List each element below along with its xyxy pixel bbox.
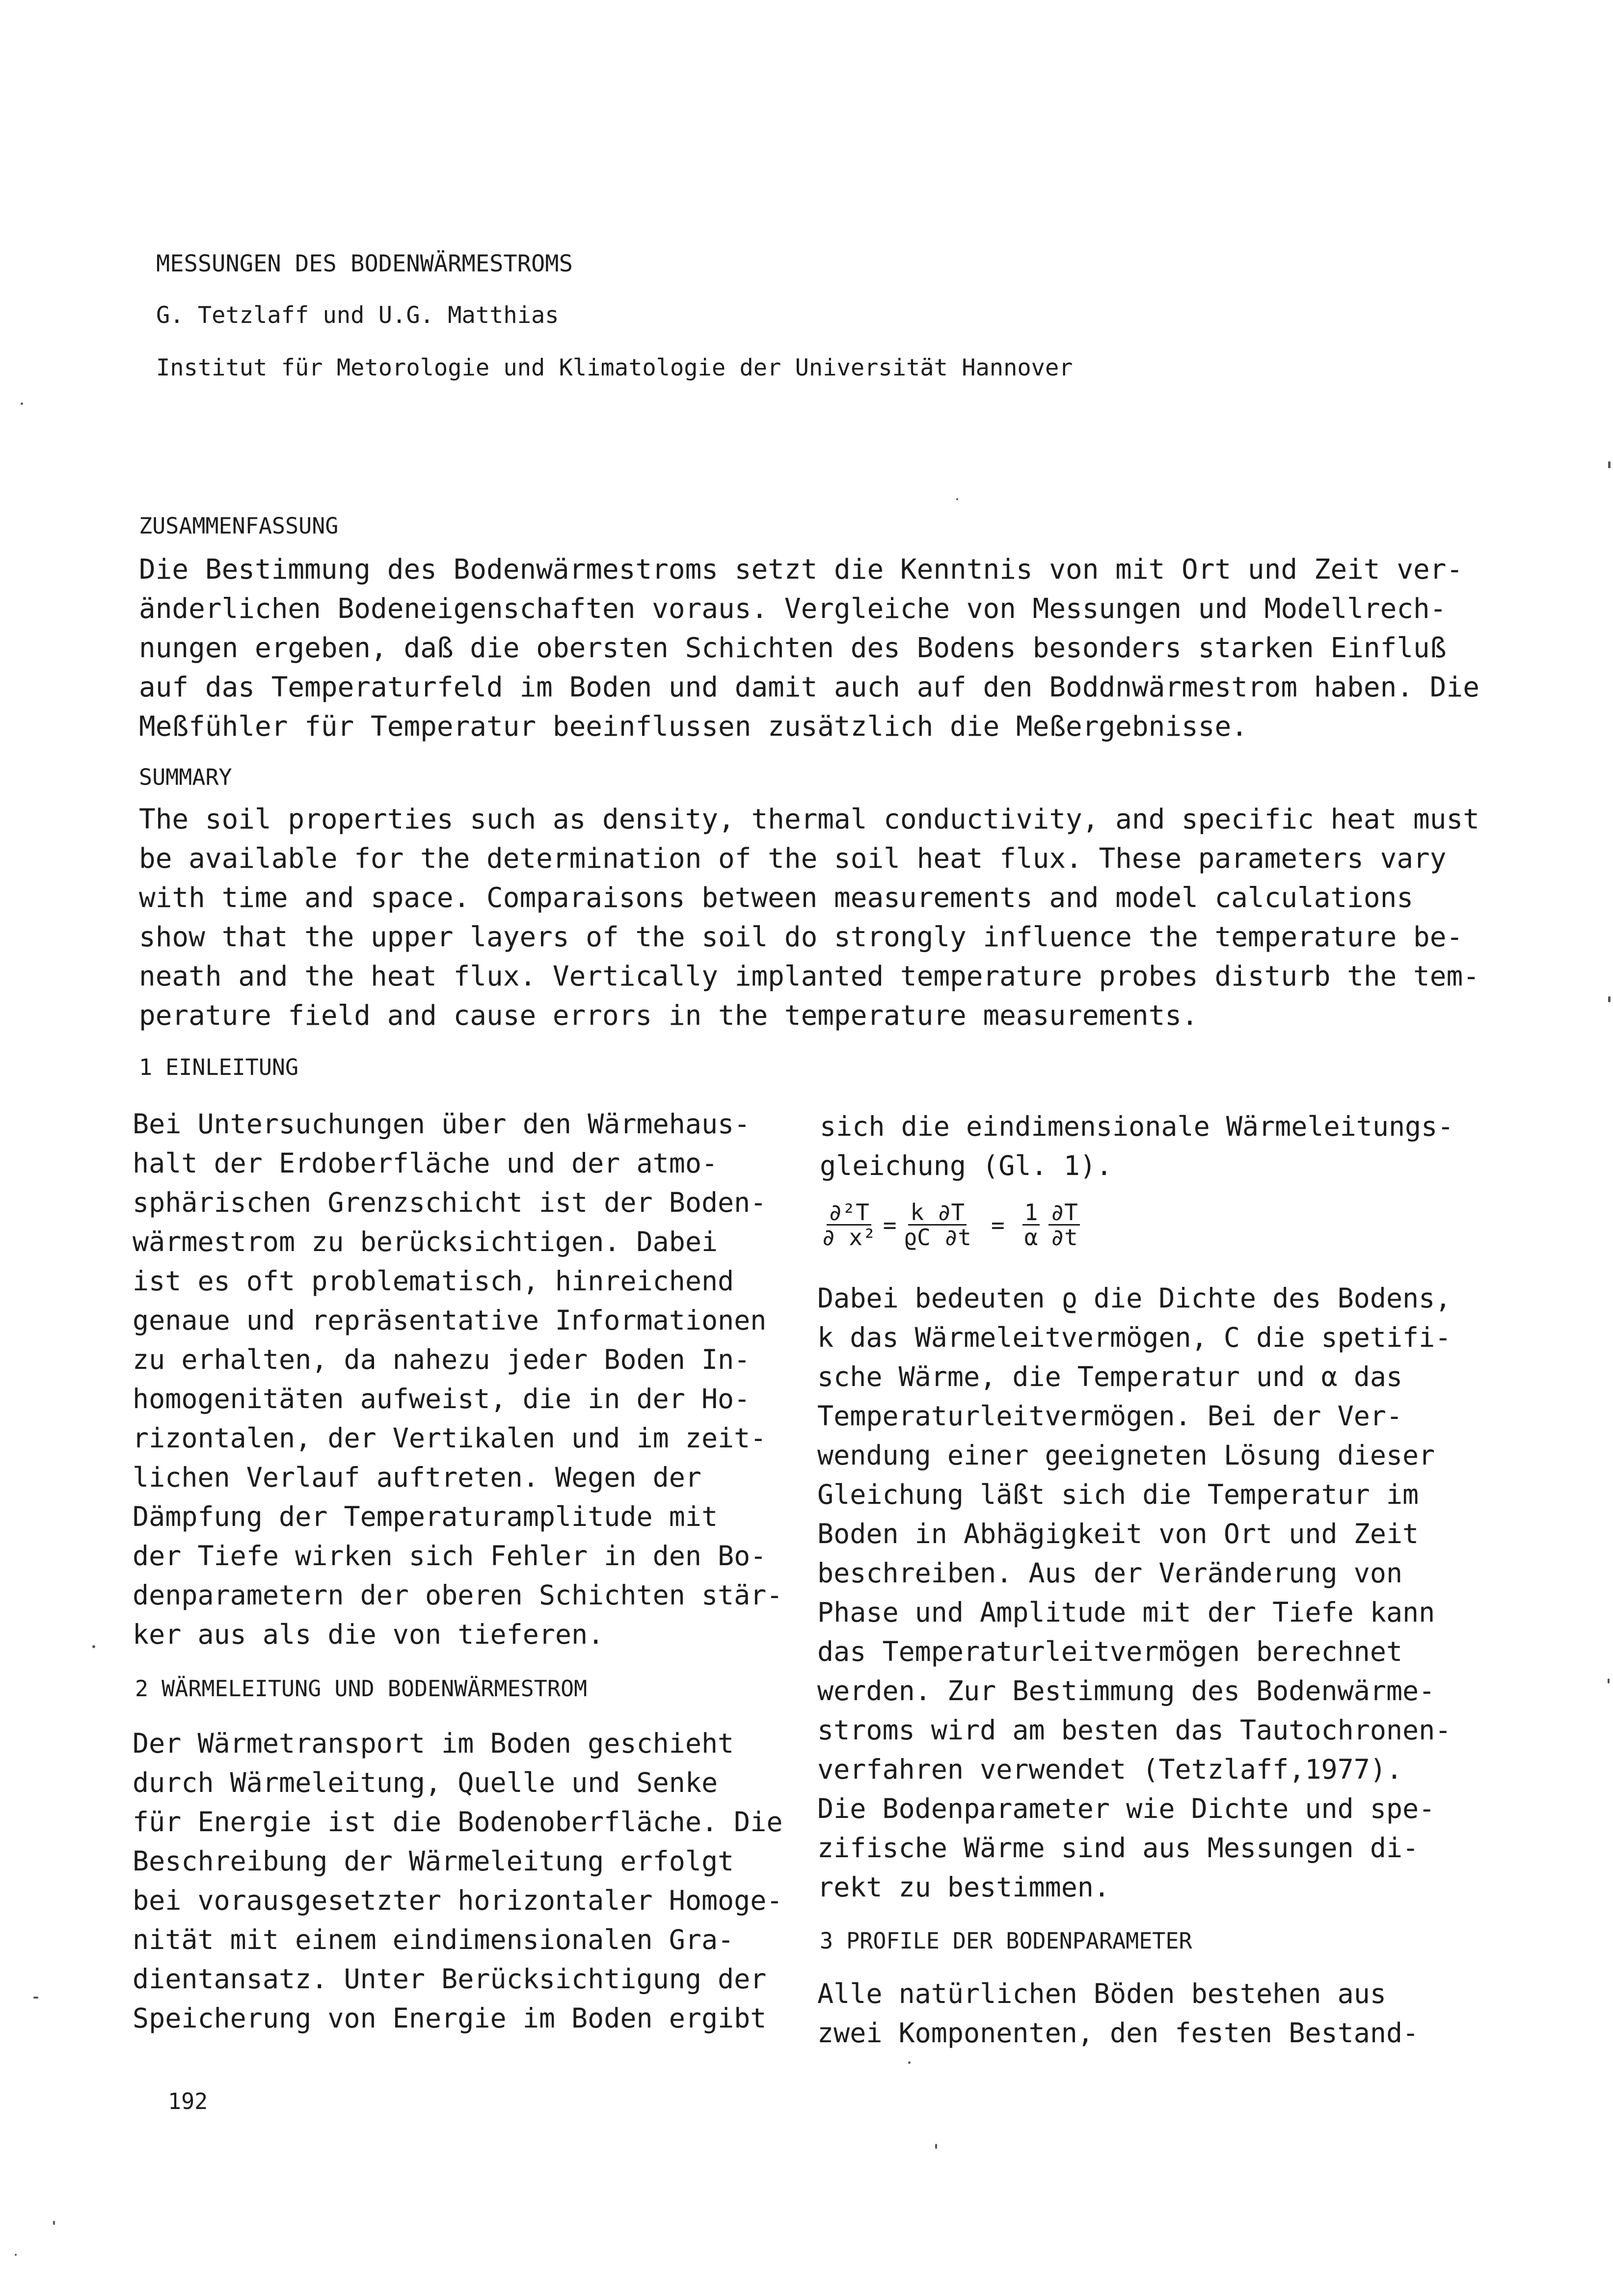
scan-speck <box>1608 461 1611 468</box>
equation-fraction: $\frac{\text{∂²T}}{\text{∂ x²}}$ <box>822 1199 876 1251</box>
section-1-line: lichen Verlauf auftreten. Wegen der <box>133 1462 701 1493</box>
section-1-line: ker aus als die von tieferen. <box>133 1619 604 1650</box>
right-body-line: Temperaturleitvermögen. Bei der Ver- <box>817 1400 1403 1432</box>
section-2-line: Der Wärmetransport im Boden geschieht <box>133 1728 734 1759</box>
section-3-line: Alle natürlichen Böden bestehen aus <box>817 1978 1386 2009</box>
summary-line: neath and the heat flux. Vertically implanted temperature probes disturb the tem- <box>139 961 1479 992</box>
section-1-line: denparametern der oberen Schichten stär- <box>133 1579 783 1611</box>
right-body-line: verfahren verwendet (Tetzlaff,1977). <box>817 1754 1403 1785</box>
scan-speck <box>935 2144 937 2149</box>
section-3-line: zwei Komponenten, den festen Bestand- <box>817 2017 1419 2049</box>
section-1-line: genaue und repräsentative Informationen <box>133 1305 767 1336</box>
scan-speck <box>1608 996 1611 1002</box>
right-body-line: sche Wärme, die Temperatur und α das <box>817 1361 1403 1392</box>
section-1-line: Bei Untersuchungen über den Wärmehaus- <box>133 1108 751 1140</box>
summary-heading: SUMMARY <box>139 764 232 790</box>
section-1-line: der Tiefe wirken sich Fehler in den Bo- <box>133 1540 767 1572</box>
page-number: 192 <box>168 2088 208 2114</box>
paper-title: MESSUNGEN DES BODENWÄRMESTROMS <box>156 250 573 277</box>
section-1-line: zu erhalten, da nahezu jeder Boden In- <box>133 1344 751 1375</box>
summary-line: The soil properties such as density, thermal conductivity, and specific heat must <box>139 803 1479 835</box>
right-body-line: das Temperaturleitvermögen berechnet <box>817 1636 1403 1667</box>
section-1-line: sphärischen Grenzschicht ist der Boden- <box>133 1187 767 1218</box>
summary-line: perature field and cause errors in the temperature measurements. <box>139 1000 1198 1032</box>
right-body-line: Die Bodenparameter wie Dichte und spe- <box>817 1793 1435 1824</box>
section-1-line: halt der Erdoberfläche und der atmo- <box>133 1148 718 1179</box>
section-1-line: rizontalen, der Vertikalen und im zeit- <box>133 1422 767 1454</box>
scan-speck <box>33 1997 38 1999</box>
summary-line: be available for the determination of the soil heat flux. These parameters vary <box>139 843 1447 875</box>
section-2-line: nität mit einem eindimensionalen Gra- <box>133 1924 734 1955</box>
zusammenfassung-heading: ZUSAMMENFASSUNG <box>139 513 339 539</box>
scan-speck <box>92 1645 95 1648</box>
zusammenfassung-line: änderlichen Bodeneigenschaften voraus. Vergleiche von Messungen und Modellrech- <box>139 593 1447 625</box>
equation-fraction: $\frac{\partial T}{\partial t}$ <box>1048 1201 1079 1250</box>
right-body-line: Gleichung läßt sich die Temperatur im <box>817 1479 1419 1510</box>
summary-line: with time and space. Comparaisons between measurements and model calculations <box>139 882 1414 914</box>
section-1-line: wärmestrom zu berücksichtigen. Dabei <box>133 1226 718 1257</box>
section-3-heading: 3 PROFILE DER BODENPARAMETER <box>820 1928 1192 1954</box>
right-body-line: wendung einer geeigneten Lösung dieser <box>817 1440 1435 1471</box>
scan-speck <box>21 402 23 405</box>
equation-fraction: $\frac{1}{\alpha}$ <box>1022 1201 1040 1250</box>
zusammenfassung-line: auf das Temperaturfeld im Boden und damit auch auf den Boddnwärmestrom haben. Die <box>139 671 1479 703</box>
section-1-line: Dämpfung der Temperaturamplitude mit <box>133 1501 718 1532</box>
summary-line: show that the upper layers of the soil do strongly influence the temperature be- <box>139 921 1463 953</box>
section-2-line: bei vorausgesetzter horizontaler Homoge- <box>133 1885 783 1916</box>
right-intro-line: sich die eindimensionale Wärmeleitungs- <box>820 1111 1454 1142</box>
paper-affiliation: Institut für Metorologie und Klimatologie der Universität Hannover <box>156 354 1073 381</box>
scan-speck <box>908 2061 911 2064</box>
scan-speck <box>1608 1679 1610 1683</box>
right-body-line: zifische Wärme sind aus Messungen di- <box>817 1832 1419 1864</box>
right-body-line: rekt zu bestimmen. <box>817 1871 1110 1903</box>
scan-speck <box>956 498 958 500</box>
zusammenfassung-line: nungen ergeben, daß die obersten Schichten des Bodens besonders starken Einfluß <box>139 632 1447 664</box>
equation-1: $\frac{\text{∂²T}}{\text{∂ x²}}$ = $\frac{k \partial T}{ϱC \partial t}$ = $\frac{1}{\alpha}$ $\frac{\partial T}{\partial t}$ <box>820 1201 1080 1250</box>
right-body-line: Phase und Amplitude mit der Tiefe kann <box>817 1597 1435 1628</box>
paper-authors: G. Tetzlaff und U.G. Matthias <box>156 302 559 329</box>
scan-speck <box>53 2221 55 2225</box>
right-body-line: k das Wärmeleitvermögen, C die spetifi- <box>817 1322 1452 1353</box>
right-body-line: stroms wird am besten das Tautochronen- <box>817 1714 1452 1746</box>
zusammenfassung-line: Meßfühler für Temperatur beeinflussen zusätzlich die Meßergebnisse. <box>139 711 1248 743</box>
scan-speck <box>15 2254 17 2256</box>
section-2-line: Speicherung von Energie im Boden ergibt <box>133 2002 767 2034</box>
section-2-heading: 2 WÄRMELEITUNG UND BODENWÄRMESTROM <box>135 1676 588 1702</box>
section-2-line: Beschreibung der Wärmeleitung erfolgt <box>133 1845 734 1877</box>
section-1-heading: 1 EINLEITUNG <box>139 1054 299 1080</box>
section-1-line: homogenitäten aufweist, die in der Ho- <box>133 1383 751 1415</box>
section-1-line: ist es oft problematisch, hinreichend <box>133 1265 734 1297</box>
section-2-line: durch Wärmeleitung, Quelle und Senke <box>133 1767 718 1798</box>
section-2-line: für Energie ist die Bodenoberfläche. Die <box>133 1806 783 1838</box>
zusammenfassung-line: Die Bestimmung des Bodenwärmestroms setzt die Kenntnis von mit Ort und Zeit ver- <box>139 554 1463 586</box>
right-body-line: werden. Zur Bestimmung des Bodenwärme- <box>817 1675 1435 1707</box>
right-body-line: beschreiben. Aus der Veränderung von <box>817 1557 1403 1589</box>
right-intro-line: gleichung (Gl. 1). <box>820 1150 1113 1181</box>
section-2-line: dientansatz. Unter Berücksichtigung der <box>133 1963 767 1995</box>
right-body-line: Dabei bedeuten ϱ die Dichte des Bodens, <box>817 1282 1452 1314</box>
equation-fraction: $\frac{k \partial T}{ϱC \partial t}$ <box>903 1199 971 1251</box>
right-body-line: Boden in Abhägigkeit von Ort und Zeit <box>817 1518 1419 1549</box>
